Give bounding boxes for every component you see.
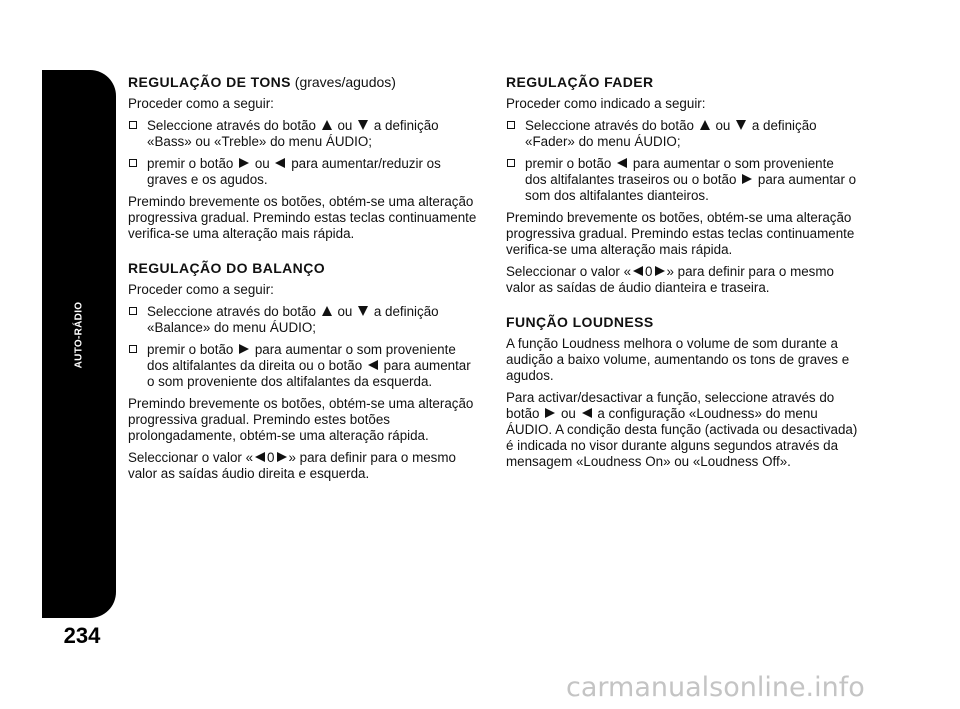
arrow-right-icon bbox=[545, 408, 555, 418]
arrow-down-icon bbox=[736, 120, 746, 130]
arrow-up-icon bbox=[322, 306, 332, 316]
arrow-left-icon bbox=[617, 158, 627, 168]
balanco-paragraph-2: Seleccionar o valor « 0 » para definir para o mesmo valor as saídas áudio direita e esquerda. bbox=[128, 450, 456, 481]
checkbox-bullet-icon bbox=[129, 159, 137, 167]
arrow-left-icon bbox=[255, 452, 265, 462]
loudness-paragraph-2: Para activar/desactivar a função, seleccione através do botão ou a configuração «Loudness» do menu ÁUDIO. A condição desta função (activada ou desactivada) é indicada no visor durante alguns segundos através da mensagem «Loudness On» ou «Loudness Off». bbox=[506, 390, 858, 469]
page-number: 234 bbox=[63, 623, 101, 648]
arrow-up-icon bbox=[700, 120, 710, 130]
fader-intro: Proceder como indicado a seguir: bbox=[506, 96, 706, 111]
arrow-down-icon bbox=[358, 306, 368, 316]
tons-bullet-2: premir o botão ou para aumentar/reduzir os graves e os agudos. bbox=[128, 156, 480, 188]
balanco-bullet-2: premir o botão para aumentar o som proveniente dos altifalantes da direita ou o botão para aumentar o som proveniente dos altifalantes da esquerda. bbox=[128, 342, 480, 390]
arrow-left-icon bbox=[368, 360, 378, 370]
checkbox-bullet-icon bbox=[507, 121, 515, 129]
loudness-paragraph-1: A função Loudness melhora o volume de som durante a audição a baixo volume, aumentando os tons de graves e agudos. bbox=[506, 336, 850, 383]
left-column bbox=[128, 74, 480, 488]
fader-bullet-1: Seleccione através do botão ou a definição «Fader» do menu ÁUDIO; bbox=[506, 118, 858, 150]
arrow-up-icon bbox=[322, 120, 332, 130]
tons-paragraph: Premindo brevemente os botões, obtém-se uma alteração progressiva gradual. Premindo estas teclas continuamente verifica-se uma alteração mais rápida. bbox=[128, 194, 477, 241]
balanco-bullet-1: Seleccione através do botão ou a definição «Balance» do menu ÁUDIO; bbox=[128, 304, 480, 336]
watermark: carmanualsonline.info bbox=[566, 672, 865, 703]
fader-bullet-2: premir o botão para aumentar o som proveniente dos altifalantes traseiros ou o botão para aumentar o som dos altifalantes dianteiros. bbox=[506, 156, 858, 204]
arrow-left-icon bbox=[275, 158, 285, 168]
heading-loudness: FUNÇÃO LOUDNESS bbox=[506, 314, 654, 330]
checkbox-bullet-icon bbox=[507, 159, 515, 167]
arrow-right-icon bbox=[655, 266, 665, 276]
right-column bbox=[506, 74, 858, 476]
section-side-label: AUTO-RÁDIO bbox=[73, 301, 85, 369]
checkbox-bullet-icon bbox=[129, 307, 137, 315]
balanco-intro: Proceder como a seguir: bbox=[128, 282, 274, 297]
checkbox-bullet-icon bbox=[129, 121, 137, 129]
arrow-right-icon bbox=[239, 344, 249, 354]
checkbox-bullet-icon bbox=[129, 345, 137, 353]
arrow-right-icon bbox=[277, 452, 287, 462]
heading-tons: REGULAÇÃO DE TONS (graves/agudos) bbox=[128, 74, 396, 90]
arrow-down-icon bbox=[358, 120, 368, 130]
arrow-left-icon bbox=[582, 408, 592, 418]
arrow-right-icon bbox=[742, 174, 752, 184]
tons-bullet-1: Seleccione através do botão ou a definição «Bass» ou «Treble» do menu ÁUDIO; bbox=[128, 118, 480, 150]
tons-intro: Proceder como a seguir: bbox=[128, 96, 274, 111]
fader-paragraph-2: Seleccionar o valor « 0 » para definir para o mesmo valor as saídas de áudio dianteira e traseira. bbox=[506, 264, 834, 295]
balanco-paragraph-1: Premindo brevemente os botões, obtém-se uma alteração progressiva gradual. Premindo estes botões prolongadamente, obtém-se uma alteração rápida. bbox=[128, 396, 474, 443]
fader-paragraph-1: Premindo brevemente os botões, obtém-se uma alteração progressiva gradual. Premindo estas teclas continuamente verifica-se uma alteração mais rápida. bbox=[506, 210, 855, 257]
arrow-left-icon bbox=[633, 266, 643, 276]
heading-fader: REGULAÇÃO FADER bbox=[506, 74, 654, 90]
arrow-right-icon bbox=[239, 158, 249, 168]
heading-balanco: REGULAÇÃO DO BALANÇO bbox=[128, 260, 325, 276]
